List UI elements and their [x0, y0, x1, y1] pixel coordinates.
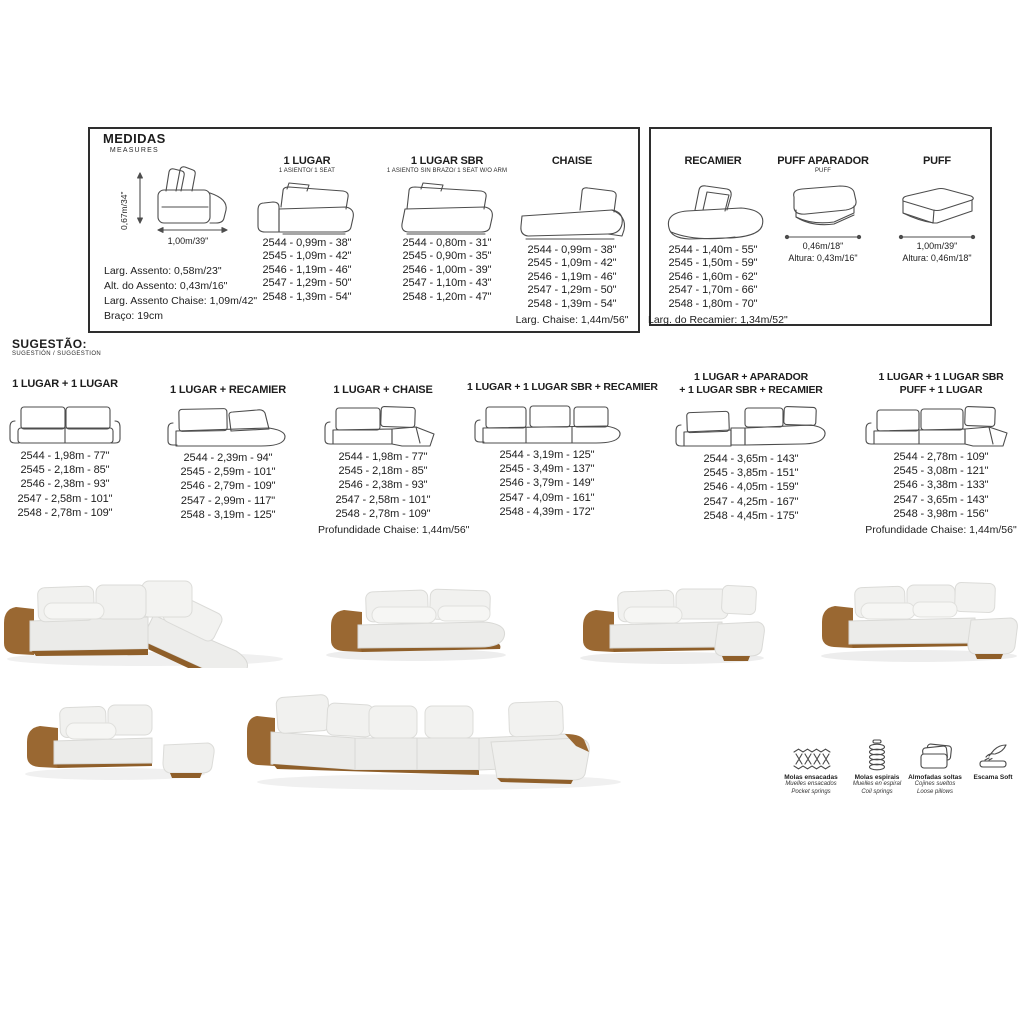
coil-springs-icon: [867, 739, 887, 771]
size-row: 2544 - 2,78m - 109": [893, 451, 989, 463]
size-list: [383, 237, 511, 304]
measure-note-line: Larg. Assento Chaise: 1,09m/42": [104, 295, 258, 307]
suggestion-1lugar-sbr-recamier: [467, 381, 658, 519]
puff-sketch: [891, 181, 983, 231]
measure-note-line: Alt. do Assento: 0,43m/16": [104, 280, 228, 292]
size-row: 2546 - 2,38m - 93": [20, 478, 110, 491]
suggestion-title-line1: 1 LUGAR + APARADOR: [694, 371, 808, 383]
column-1-lugar: [245, 155, 369, 304]
suggestions-title-block: [12, 337, 101, 357]
size-row: 2546 - 2,79m - 109": [180, 480, 276, 493]
photo-chaise-sofa: [572, 576, 770, 666]
measure-note-line: Larg. Assento: 0,58m/23": [104, 265, 222, 277]
column-subtitle: [875, 168, 999, 175]
feature-label-en: Pocket springs: [791, 788, 831, 795]
recamier-width-note: Larg. do Recamier: 1,34m/52": [648, 314, 788, 327]
size-row: 2547 - 2,58m - 101": [335, 493, 431, 506]
feature-label-en: Coil springs: [861, 788, 893, 795]
size-row: 2546 - 1,19m - 46": [527, 270, 617, 283]
size-row: 2548 - 3,98m - 156": [893, 507, 989, 520]
size-row: 2546 - 3,38m - 133": [893, 479, 989, 492]
feature-loose-pillows: [903, 737, 967, 796]
size-row: 2548 - 1,20m - 47": [402, 290, 492, 303]
photo-sofa-with-puff: [20, 690, 218, 782]
size-row: 2545 - 1,09m - 42": [262, 250, 352, 263]
column-subtitle: 1 ASIENTO/ 1 SEAT: [278, 168, 336, 174]
size-row: 2545 - 2,18m - 85": [20, 464, 110, 477]
column-subtitle: [510, 168, 634, 175]
size-row: 2548 - 1,39m - 54": [262, 290, 352, 303]
size-row: 2545 - 1,50m - 59": [668, 257, 758, 270]
column-subtitle: [648, 168, 778, 175]
column-title: RECAMIER: [684, 155, 742, 167]
column-title: 1 LUGAR SBR: [410, 155, 484, 167]
column-1-lugar-sbr: [383, 155, 511, 304]
puff-width-label: 1,00m/39": [916, 241, 958, 251]
one-seat-sketch: [251, 181, 363, 235]
feature-label-pt: Escama Soft: [973, 774, 1013, 781]
column-title: CHAISE: [551, 155, 593, 167]
suggestion-title-line1: 1 LUGAR + 1 LUGAR SBR: [878, 371, 1004, 383]
puff-aparador-width-label: 0,46m/18": [802, 241, 844, 251]
size-row: 2544 - 3,65m - 143": [703, 453, 799, 465]
puff-height-label: Altura: 0,46m/18": [902, 253, 972, 263]
size-list: [2, 449, 128, 520]
combo-sketch-puff: [861, 402, 1021, 448]
size-row: 2547 - 3,65m - 143": [893, 493, 989, 506]
loose-pillows-icon: [917, 743, 953, 771]
size-row: 2546 - 2,38m - 93": [338, 479, 428, 492]
suggestion-1lugar-recamier: [163, 384, 293, 522]
suggestion-title: 1 LUGAR + 1 LUGAR: [12, 378, 118, 390]
photo-corner-sofa-curved: [0, 563, 290, 668]
measures-title: MEDIDAS: [103, 131, 166, 146]
combo-sketch-recamier: [165, 403, 291, 449]
dimension-line: [898, 233, 976, 241]
size-row: 2546 - 1,60m - 62": [668, 270, 758, 283]
chaise-width-note: Larg. Chaise: 1,44m/56": [515, 314, 629, 327]
feature-coil-springs: [845, 737, 909, 796]
size-row: 2544 - 0,99m - 38": [262, 237, 352, 249]
column-recamier: [648, 155, 788, 327]
measure-notes: [104, 264, 257, 324]
size-row: 2545 - 2,18m - 85": [338, 465, 428, 478]
photo-straight-sofa: [318, 576, 513, 664]
chaise-depth-note: Profundidade Chaise: 1,44m/56": [318, 524, 470, 537]
measures-title-block: [103, 131, 166, 154]
size-row: 2544 - 1,98m - 77": [20, 450, 110, 462]
size-row: 2544 - 2,39m - 94": [183, 452, 273, 464]
suggestion-puff-combo: [857, 371, 1024, 536]
photo-long-chaise-sofa: [813, 570, 1024, 664]
size-row: 2545 - 3,08m - 121": [893, 465, 989, 478]
measures-subtitle: MEASURES: [109, 147, 159, 154]
size-row: 2545 - 1,09m - 42": [527, 257, 617, 270]
size-row: 2547 - 1,70m - 66": [668, 284, 758, 297]
diagram-width-label: 1,00m/39": [167, 236, 209, 246]
size-row: 2547 - 1,10m - 43": [402, 277, 492, 290]
size-row: 2545 - 3,85m - 151": [703, 467, 799, 480]
column-title: PUFF APARADOR: [777, 155, 869, 167]
size-row: 2544 - 1,40m - 55": [668, 244, 758, 256]
column-subtitle: 1 ASIENTO SIN BRAZO/ 1 SEAT W/O ARM: [386, 168, 508, 174]
pocket-springs-icon: [791, 747, 831, 771]
feature-pocket-springs: [779, 737, 843, 796]
size-list: [467, 448, 627, 519]
puff-aparador-height-label: Altura: 0,43m/16": [788, 253, 858, 263]
size-row: 2547 - 4,09m - 161": [499, 491, 595, 504]
suggestions-title: SUGESTÃO:: [12, 337, 87, 351]
size-row: 2548 - 1,39m - 54": [527, 297, 617, 310]
suggestion-1lugar-1lugar: [2, 378, 128, 520]
suggestion-title: 1 LUGAR + 1 LUGAR SBR + RECAMIER: [467, 381, 658, 393]
chaise-depth-note: Profundidade Chaise: 1,44m/56": [865, 524, 1017, 537]
escama-soft-icon: [976, 743, 1010, 771]
combo-sketch-aparador: [671, 403, 831, 450]
column-subtitle: PUFF: [814, 168, 832, 174]
size-list: [510, 244, 634, 311]
size-list: [671, 452, 831, 523]
suggestion-title-line2: PUFF + 1 LUGAR: [899, 384, 983, 396]
size-row: 2547 - 2,58m - 101": [17, 492, 113, 505]
combo-sketch-chaise: [322, 402, 444, 448]
size-row: 2547 - 4,25m - 167": [703, 495, 799, 508]
measure-note-line: Braço: 19cm: [104, 310, 163, 322]
suggestion-title-line2: + 1 LUGAR SBR + RECAMIER: [679, 384, 823, 396]
combo-sketch-two-seats: [5, 399, 125, 447]
size-row: 2548 - 4,39m - 172": [499, 505, 595, 518]
size-row: 2548 - 2,78m - 109": [17, 506, 113, 519]
size-row: 2545 - 0,90m - 35": [402, 250, 492, 263]
column-puff: [875, 155, 999, 263]
size-row: 2546 - 4,05m - 159": [703, 481, 799, 494]
size-row: 2547 - 2,99m - 117": [180, 494, 276, 507]
size-list: [857, 450, 1024, 521]
size-list: [648, 244, 778, 311]
suggestion-title: 1 LUGAR + CHAISE: [333, 384, 433, 396]
feature-label-pt: Almofadas soltas: [908, 774, 962, 781]
diagram-height-label: 0,67m/34": [119, 191, 129, 230]
combo-sketch-long-recamier: [468, 400, 626, 446]
size-row: 2544 - 0,80m - 31": [402, 237, 492, 249]
size-row: 2547 - 1,29m - 50": [527, 284, 617, 297]
photo-large-corner-sofa: [243, 676, 635, 792]
suggestion-title: 1 LUGAR + RECAMIER: [170, 384, 286, 396]
size-row: 2544 - 3,19m - 125": [499, 449, 595, 461]
size-row: 2546 - 1,00m - 39": [402, 263, 492, 276]
feature-label-es: Cojines sueltos: [914, 781, 956, 787]
size-row: 2548 - 3,19m - 125": [180, 508, 276, 521]
size-row: 2548 - 4,45m - 175": [703, 509, 799, 522]
dimension-line: [784, 233, 862, 241]
size-row: 2547 - 1,29m - 50": [262, 277, 352, 290]
column-puff-aparador: [761, 155, 885, 263]
suggestion-aparador-combo: [671, 371, 831, 523]
feature-label-en: Loose pillows: [916, 788, 954, 795]
size-list: [163, 451, 293, 522]
size-row: 2544 - 1,98m - 77": [338, 451, 428, 463]
feature-label-es: Muelles ensacados: [785, 781, 837, 787]
size-row: 2544 - 0,99m - 38": [527, 244, 617, 256]
chaise-sketch: [514, 184, 630, 242]
puff-aparador-sketch: [780, 181, 866, 231]
column-chaise: [510, 155, 634, 326]
suggestion-1lugar-chaise: [318, 384, 470, 537]
feature-label-pt: Molas espirais: [854, 774, 900, 781]
sofa-side-view-diagram: [132, 163, 244, 233]
size-row: 2545 - 2,59m - 101": [180, 466, 276, 479]
recamier-sketch: [655, 182, 771, 242]
suggestions-subtitle: SUGESTIÓN / SUGGESTION: [12, 351, 102, 357]
feature-label-pt: Molas ensacadas: [784, 774, 838, 781]
column-title: PUFF: [923, 155, 951, 167]
feature-label-es: Muelles en espiral: [852, 781, 902, 787]
one-seat-armless-sketch: [391, 181, 503, 235]
size-row: 2546 - 1,19m - 46": [262, 263, 352, 276]
size-list: [318, 450, 448, 521]
size-row: 2548 - 2,78m - 109": [335, 507, 431, 520]
size-row: 2548 - 1,80m - 70": [668, 297, 758, 310]
size-row: 2545 - 3,49m - 137": [499, 463, 595, 476]
size-list: [245, 237, 369, 304]
feature-escama-soft: [961, 737, 1024, 781]
column-title: 1 LUGAR: [283, 155, 331, 167]
size-row: 2546 - 3,79m - 149": [499, 477, 595, 490]
